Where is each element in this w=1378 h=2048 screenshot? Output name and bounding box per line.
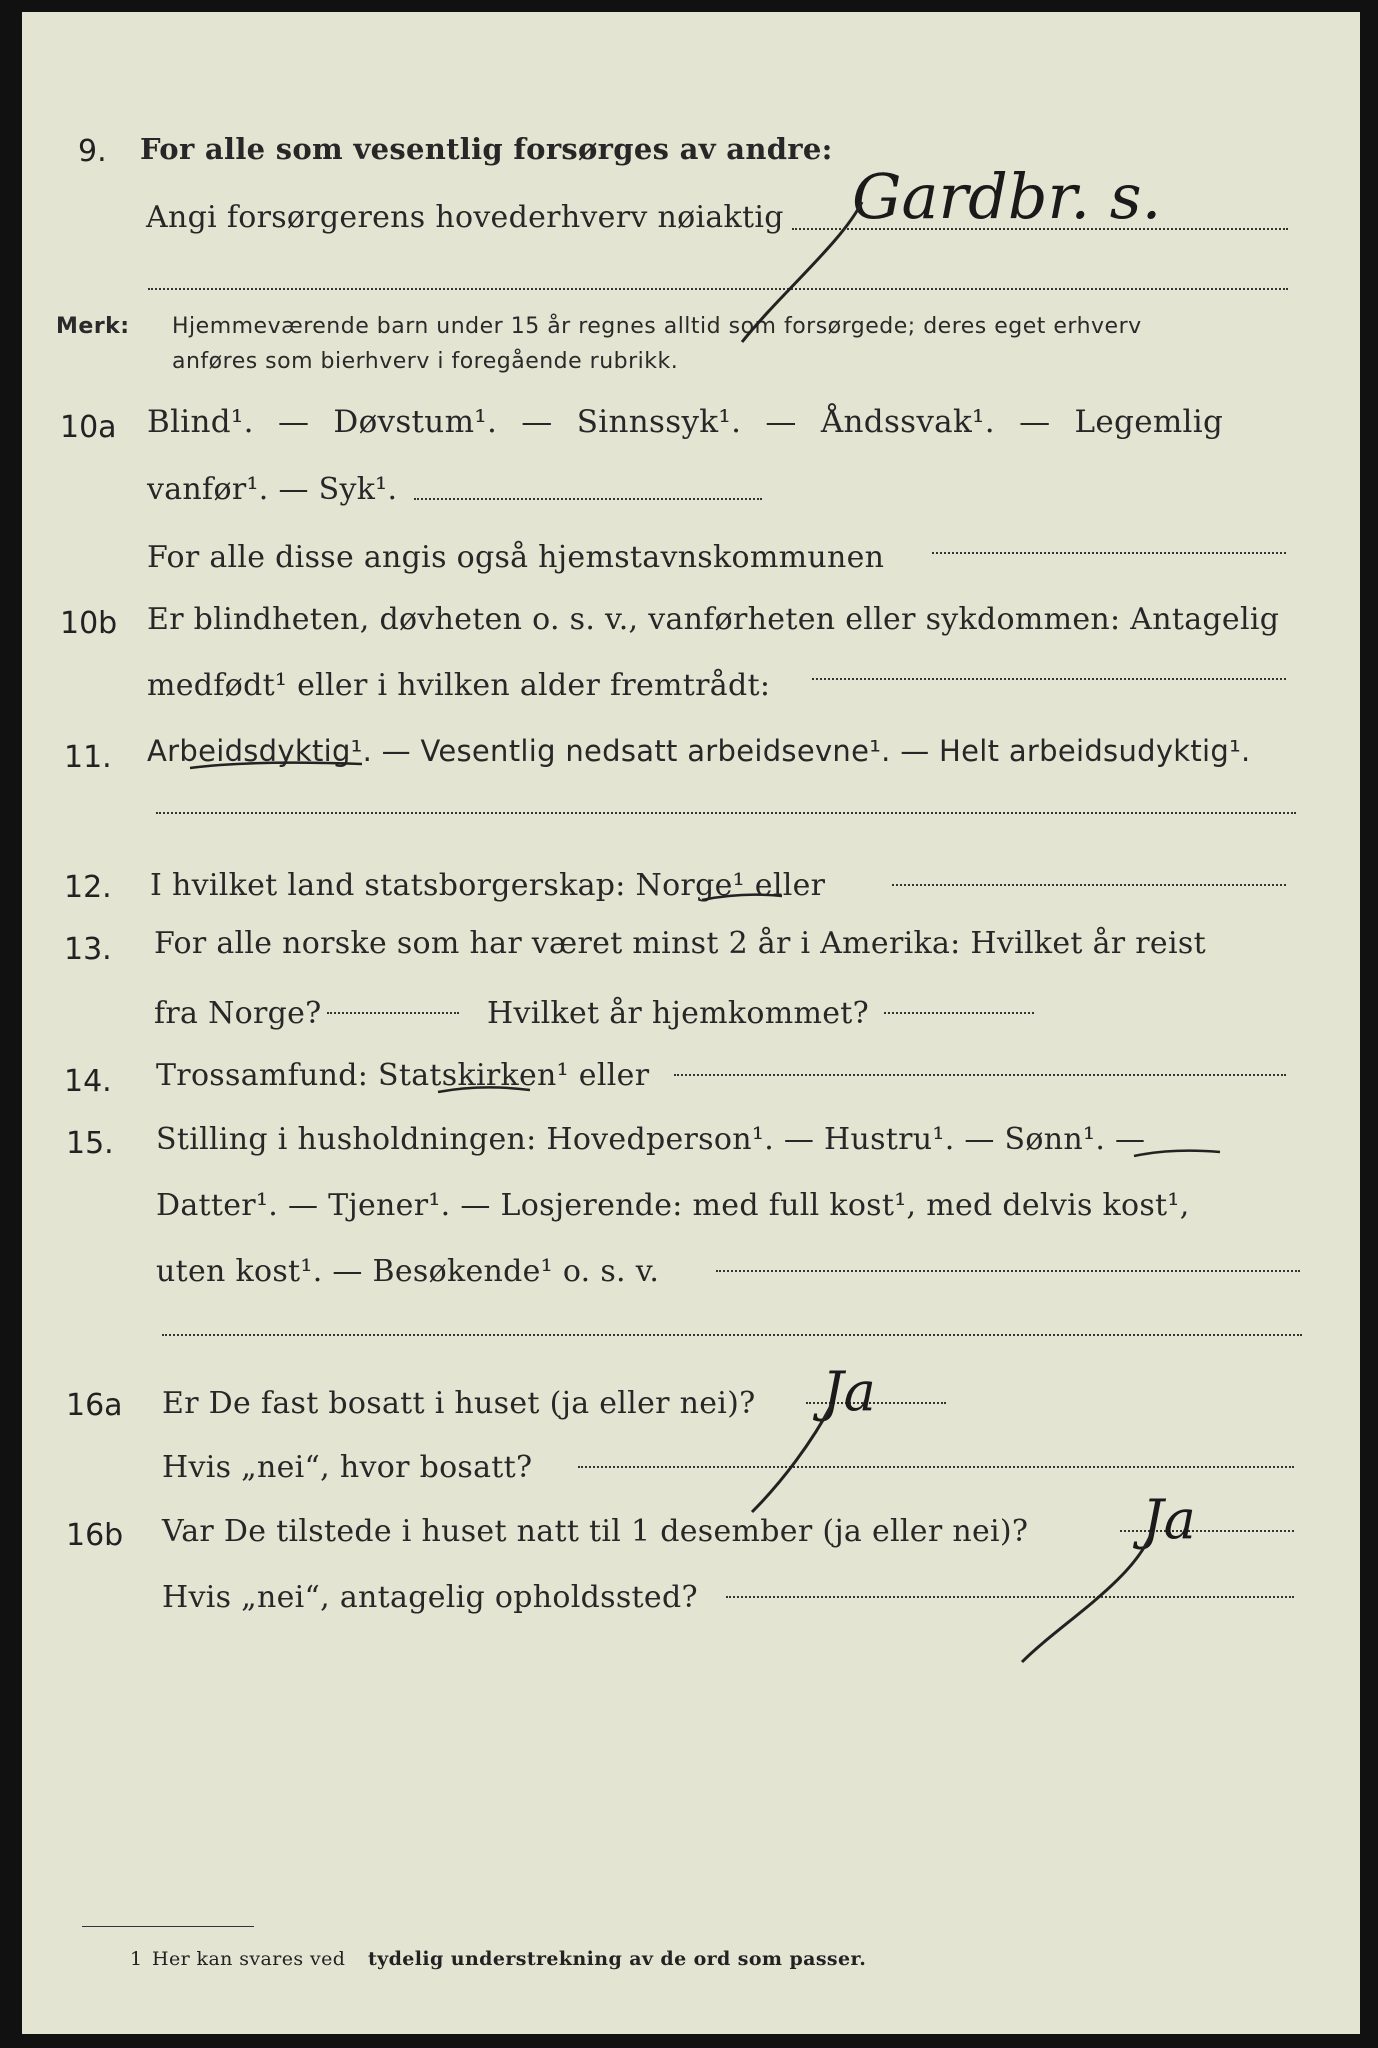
q12-number: 12. xyxy=(64,870,112,905)
q10a-line3: For alle disse angis også hjemstavnskommunen xyxy=(147,540,885,575)
q13-line1: For alle norske som har været minst 2 år i Amerika: Hvilket år reist xyxy=(154,926,1206,961)
census-form-page xyxy=(22,12,1360,2034)
underline-sonn xyxy=(1134,1151,1220,1156)
q16a-handwritten-answer: Ja xyxy=(822,1360,876,1423)
q16a-line1: Er De fast bosatt i huset (ja eller nei)? xyxy=(162,1386,756,1421)
q9-handwritten-answer: Gardbr. s. xyxy=(852,160,1162,233)
q10a-number: 10a xyxy=(60,410,117,445)
q16b-number: 16b xyxy=(66,1518,124,1553)
q10a-line1: Blind¹. — Døvstum¹. — Sinnssyk¹. — Åndssvak¹. — Legemlig xyxy=(147,404,1224,440)
underline-arbeidsdyktig xyxy=(190,763,362,768)
q14-line1: Trossamfund: Statskirken¹ eller xyxy=(156,1058,650,1093)
merk-line1: Hjemmeværende barn under 15 år regnes alltid som forsørgede; deres eget erhverv xyxy=(172,314,1142,339)
q15-line3: uten kost¹. — Besøkende¹ o. s. v. xyxy=(156,1254,660,1289)
q9-line2: Angi forsørgerens hovederhverv nøiaktig xyxy=(146,200,784,235)
underline-statskirken xyxy=(438,1087,530,1092)
q9-number: 9. xyxy=(78,134,107,169)
q10b-line1: Er blindheten, døvheten o. s. v., vanførheten eller sykdommen: Antagelig xyxy=(147,602,1280,637)
q15-number: 15. xyxy=(66,1126,114,1161)
q10b-line2: medfødt¹ eller i hvilken alder fremtrådt: xyxy=(147,668,771,703)
q15-line1: Stilling i husholdningen: Hovedperson¹. — Hustru¹. — Sønn¹. — xyxy=(156,1122,1146,1157)
q11-number: 11. xyxy=(64,740,112,775)
q16a-line2: Hvis „nei“, hvor bosatt? xyxy=(162,1450,533,1485)
q15-line2: Datter¹. — Tjener¹. — Losjerende: med full kost¹, med delvis kost¹, xyxy=(156,1188,1190,1223)
q11-line1: Arbeidsdyktig¹. — Vesentlig nedsatt arbeidsevne¹. — Helt arbeidsudyktig¹. xyxy=(147,734,1251,768)
footnote-text-a: Her kan svares ved xyxy=(152,1948,346,1970)
q16b-handwritten-answer: Ja xyxy=(1142,1488,1196,1551)
footnote-text-b: tydelig understrekning av de ord som passer. xyxy=(368,1948,867,1970)
q10a-line2: vanfør¹. — Syk¹. xyxy=(147,472,398,507)
handwriting-strokes xyxy=(22,12,1360,2034)
q16a-number: 16a xyxy=(66,1388,123,1423)
q12-line1: I hvilket land statsborgerskap: Norge¹ eller xyxy=(150,868,826,903)
q9-pen-stroke xyxy=(742,202,862,342)
q16b-line1: Var De tilstede i huset natt til 1 desember (ja eller nei)? xyxy=(162,1514,1029,1549)
q16b-line2: Hvis „nei“, antagelig opholdssted? xyxy=(162,1580,698,1615)
q10b-number: 10b xyxy=(60,606,118,641)
q16a-pen-stroke xyxy=(752,1404,832,1512)
q13-line2a: fra Norge? xyxy=(154,996,322,1031)
q13-number: 13. xyxy=(64,932,112,967)
footnote-mark: 1 xyxy=(130,1948,143,1970)
q13-line2b: Hvilket år hjemkommet? xyxy=(487,996,870,1031)
q14-number: 14. xyxy=(64,1064,112,1099)
q16b-pen-stroke xyxy=(1022,1532,1152,1662)
q9-line1: For alle som vesentlig forsørges av andre: xyxy=(140,132,833,166)
merk-label: Merk: xyxy=(56,314,130,339)
underline-norge xyxy=(702,895,782,900)
merk-line2: anføres som bierhverv i foregående rubrikk. xyxy=(172,349,679,374)
